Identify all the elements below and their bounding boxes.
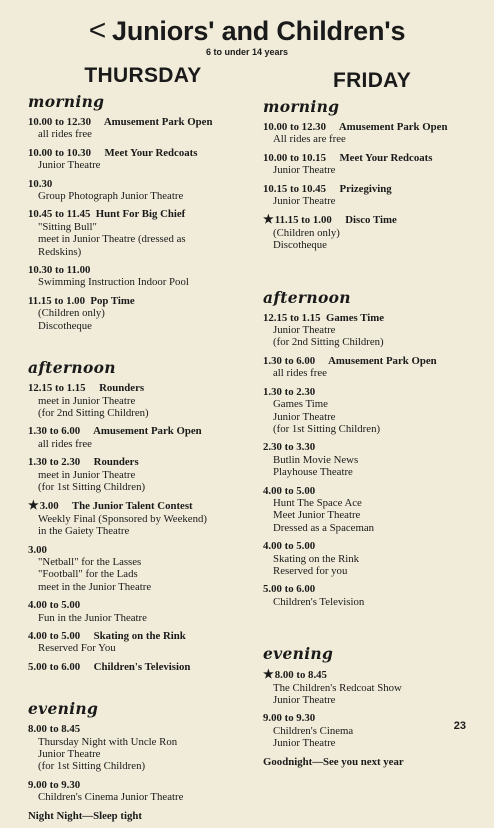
entry-detail-line: meet in the Junior Theatre	[38, 580, 152, 593]
entry-heading-text: 4.00 to 5.00	[28, 599, 81, 612]
star-icon: ★	[263, 212, 274, 227]
entry-list	[28, 116, 248, 332]
entry-detail-line: Thursday Night with Uncle Ron	[38, 735, 178, 748]
section-heading-afternoon: afternoon	[263, 287, 351, 307]
entry-heading-text: 11.15 to 1.00 Disco Time	[274, 214, 397, 227]
schedule-entry	[28, 264, 248, 289]
entry-list	[263, 668, 481, 768]
entry-detail-line: Dressed as a Spaceman	[273, 521, 375, 534]
entry-heading-text: 4.00 to 5.00	[263, 540, 316, 553]
schedule-entry	[28, 456, 248, 493]
schedule-entry	[28, 723, 248, 773]
entry-time-and-event	[263, 712, 481, 724]
entry-time-and-event	[28, 599, 248, 611]
entry-detail-line: Meet Junior Theatre	[273, 509, 361, 522]
section-heading-evening: evening	[263, 644, 334, 664]
entry-heading-text: 1.30 to 6.00 Amusement Park Open	[263, 354, 437, 367]
entry-detail-line: (Children only)	[38, 307, 105, 320]
entry-detail-line: (for 2nd Sitting Children)	[38, 406, 149, 419]
entry-detail-line: "Netball" for the Lasses	[38, 555, 142, 568]
entry-heading-text: 10.00 to 12.30 Amusement Park Open	[28, 116, 213, 128]
entry-time-and-event	[263, 386, 481, 398]
schedule-entry	[263, 386, 481, 436]
entry-list	[263, 312, 481, 609]
entry-time-and-event	[28, 295, 248, 307]
entry-detail-line: (for 1st Sitting Children)	[38, 480, 146, 493]
entry-detail-line: (for 2nd Sitting Children)	[273, 336, 384, 349]
entry-detail-line: Reserved For You	[38, 642, 116, 655]
entry-heading-text: 1.30 to 2.30 Rounders	[28, 456, 139, 469]
entry-time-and-event	[263, 583, 481, 595]
entry-time-and-event	[28, 499, 248, 512]
entry-time-and-event	[263, 485, 481, 497]
entry-detail-line: Group Photograph Junior Theatre	[38, 190, 184, 203]
entry-time-and-event	[28, 723, 248, 735]
star-icon: ★	[263, 667, 274, 682]
entry-time-and-event	[263, 121, 481, 133]
entry-heading-text: 8.00 to 8.45	[28, 723, 81, 736]
entry-list	[263, 121, 481, 252]
entry-time-and-event	[28, 456, 248, 468]
schedule-entry	[28, 779, 248, 804]
entry-list	[28, 382, 248, 673]
entry-time-and-event	[28, 116, 248, 128]
star-icon: ★	[28, 498, 39, 513]
entry-detail-line: (Children only)	[273, 226, 340, 239]
schedule-entry	[263, 540, 481, 577]
schedule-entry	[263, 213, 481, 251]
day-heading-friday: FRIDAY	[332, 69, 412, 92]
entry-time-and-event	[263, 441, 481, 453]
section-heading-morning: morning	[28, 92, 105, 111]
entry-detail-line: Games Time	[273, 398, 328, 411]
entry-time-and-event	[28, 661, 248, 673]
entry-heading-text: Night Night—Sleep tight	[28, 809, 142, 822]
entry-detail-line: "Football" for the Lads	[38, 568, 138, 581]
entry-heading-text: 1.30 to 6.00 Amusement Park Open	[28, 425, 202, 438]
entry-heading-text: 5.00 to 6.00 Children's Television	[28, 660, 191, 673]
entry-detail-line: Children's Cinema	[273, 724, 354, 737]
entry-heading-text: 4.00 to 5.00	[263, 484, 316, 497]
entry-detail-line: (for 1st Sitting Children)	[38, 760, 146, 773]
schedule-entry	[263, 485, 481, 535]
entry-detail-line: Skating on the Rink	[273, 552, 360, 565]
schedule-entry	[28, 147, 248, 172]
schedule-entry	[263, 668, 481, 706]
schedule-entry	[263, 152, 481, 177]
schedule-entry	[28, 208, 248, 258]
entry-detail-line: Fun in the Junior Theatre	[38, 611, 147, 624]
entry-detail-line: All rides are free	[273, 133, 346, 146]
entry-detail-line: Children's Cinema Junior Theatre	[38, 791, 184, 804]
schedule-entry	[263, 756, 481, 768]
entry-time-and-event	[263, 152, 481, 164]
schedule-entry	[28, 810, 248, 822]
entry-detail-line: "Sitting Bull"	[38, 220, 97, 233]
schedule-entry	[28, 661, 248, 673]
entry-heading-text: 10.00 to 12.30 Amusement Park Open	[263, 121, 448, 133]
schedule-entry	[28, 544, 248, 594]
entry-time-and-event	[28, 810, 248, 822]
page-number: 23	[453, 720, 466, 732]
entry-heading-text: 10.15 to 10.45 Prizegiving	[263, 182, 392, 195]
entry-heading-text: 3.00 The Junior Talent Contest	[39, 500, 193, 513]
day-heading-thursday: THURSDAY	[84, 64, 202, 87]
entry-time-and-event	[263, 668, 481, 681]
schedule-entry	[28, 630, 248, 655]
title-text: Juniors' and Children's	[112, 16, 406, 46]
schedule-entry	[28, 178, 248, 203]
entry-detail-line: all rides free	[38, 437, 92, 450]
schedule-entry	[28, 295, 248, 332]
entry-detail-line: Children's Television	[273, 595, 365, 608]
entry-detail-line: meet in Junior Theatre	[38, 468, 136, 481]
entry-detail-line: Playhouse Theatre	[273, 466, 353, 479]
entry-heading-text: 10.00 to 10.15 Meet Your Redcoats	[263, 151, 433, 164]
page-title	[0, 14, 494, 48]
thursday-column	[28, 64, 248, 828]
entry-detail-line: Junior Theatre	[273, 694, 336, 706]
entry-detail-line: Junior Theatre	[273, 737, 336, 750]
schedule-entry	[28, 499, 248, 537]
entry-time-and-event	[263, 540, 481, 552]
entry-detail-line: Reserved for you	[273, 564, 348, 577]
entry-detail-line: Junior Theatre	[273, 164, 336, 177]
entry-detail-line: all rides free	[273, 367, 327, 380]
entry-heading-text: 4.00 to 5.00 Skating on the Rink	[28, 630, 186, 642]
schedule-entry	[263, 183, 481, 208]
entry-detail-line: Junior Theatre	[273, 324, 336, 337]
entry-heading-text: 5.00 to 6.00	[263, 583, 316, 596]
entry-detail-line: all rides free	[38, 128, 92, 141]
entry-heading-text: 12.15 to 1.15 Rounders	[28, 382, 145, 395]
section-heading-morning: morning	[263, 97, 340, 116]
entry-time-and-event	[28, 178, 248, 190]
entry-detail-line: Junior Theatre	[38, 159, 101, 172]
entry-detail-line: Junior Theatre	[38, 748, 101, 761]
entry-time-and-event	[263, 183, 481, 195]
section-heading-afternoon: afternoon	[28, 358, 116, 378]
entry-time-and-event	[28, 382, 248, 394]
entry-detail-line: in the Gaiety Theatre	[38, 525, 130, 538]
schedule-entry	[263, 712, 481, 749]
friday-column	[263, 66, 481, 774]
entry-detail-line: Weekly Final (Sponsored by Weekend)	[38, 512, 207, 525]
entry-detail-line: (for 1st Sitting Children)	[273, 422, 381, 435]
entry-heading-text: 1.30 to 2.30	[263, 385, 316, 398]
entry-detail-line: meet in Junior Theatre (dressed as	[38, 233, 186, 246]
entry-time-and-event	[28, 630, 248, 642]
back-arrow-icon: <	[88, 14, 107, 47]
schedule-entry	[263, 312, 481, 349]
entry-heading-text: 8.00 to 8.45	[274, 669, 327, 682]
entry-time-and-event	[28, 208, 248, 220]
entry-heading-text: 9.00 to 9.30	[28, 778, 81, 791]
entry-detail-line: meet in Junior Theatre	[38, 394, 136, 407]
schedule-entry	[263, 355, 481, 380]
schedule-entry	[28, 425, 248, 450]
entry-detail-line: Butlin Movie News	[273, 453, 359, 466]
entry-detail-line: The Children's Redcoat Show	[273, 681, 402, 694]
entry-heading-text: 10.30 to 11.00	[28, 264, 91, 277]
entry-heading-text: 9.00 to 9.30	[263, 712, 316, 725]
entry-heading-text: 10.30	[28, 177, 53, 190]
entry-list	[28, 723, 248, 822]
entry-detail-line: Junior Theatre	[273, 195, 336, 208]
entry-time-and-event	[28, 425, 248, 437]
schedule-entry	[28, 382, 248, 419]
schedule-entry	[263, 121, 481, 146]
entry-time-and-event	[263, 213, 481, 226]
entry-time-and-event	[263, 756, 481, 768]
schedule-entry	[28, 116, 248, 141]
entry-heading-text: 10.00 to 10.30 Meet Your Redcoats	[28, 146, 198, 159]
schedule-entry	[263, 583, 481, 608]
entry-time-and-event	[28, 544, 248, 556]
entry-detail-line: Discotheque	[273, 239, 327, 252]
age-range-subtitle: 6 to under 14 years	[205, 47, 289, 57]
entry-heading-text: 2.30 to 3.30	[263, 441, 316, 454]
entry-detail-line: Redskins)	[38, 245, 82, 258]
entry-heading-text: 10.45 to 11.45 Hunt For Big Chief	[28, 208, 186, 221]
entry-time-and-event	[28, 779, 248, 791]
section-heading-evening: evening	[28, 699, 99, 719]
entry-time-and-event	[28, 147, 248, 159]
schedule-entry	[28, 599, 248, 624]
schedule-entry	[263, 441, 481, 478]
entry-heading-text: 12.15 to 1.15 Games Time	[263, 311, 385, 324]
entry-heading-text: Goodnight—See you next year	[263, 755, 404, 768]
entry-detail-line: Junior Theatre	[273, 410, 336, 423]
entry-detail-line: Swimming Instruction Indoor Pool	[38, 276, 189, 289]
entry-heading-text: 11.15 to 1.00 Pop Time	[28, 294, 135, 307]
entry-detail-line: Hunt The Space Ace	[273, 496, 362, 509]
entry-heading-text: 3.00	[28, 543, 47, 556]
entry-detail-line: Discotheque	[38, 319, 92, 332]
entry-time-and-event	[263, 312, 481, 324]
entry-time-and-event	[263, 355, 481, 367]
entry-time-and-event	[28, 264, 248, 276]
